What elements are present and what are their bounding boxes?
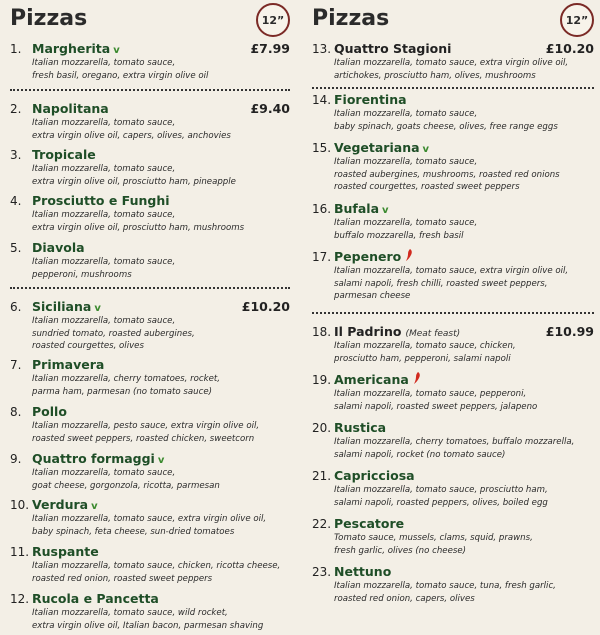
item-description: Italian mozzarella, cherry tomatoes, buffalo mozzarella, salami napoli, rocket (no tomato sauce) — [334, 437, 575, 460]
item-description: Tomato sauce, mussels, clams, squid, prawns, fresh garlic, olives (no cheese) — [334, 533, 533, 556]
item-description: Italian mozzarella, tomato sauce, buffalo mozzarella, fresh basil — [334, 218, 478, 241]
menu-item — [10, 240, 290, 281]
item-description: Italian mozzarella, tomato sauce, pepperoni, salami napoli, roasted sweet peppers, jalapeno — [334, 389, 538, 412]
chili-icon — [405, 249, 413, 261]
item-description: Italian mozzarella, tomato sauce, extra virgin olive oil, baby spinach, feta cheese, sun-dried tomatoes — [32, 514, 267, 537]
menu-item — [10, 193, 290, 234]
item-description: Italian mozzarella, tomato sauce, prosciutto ham, salami napoli, roasted peppers, olives, boiled egg — [334, 485, 548, 508]
item-name: Napolitana — [32, 101, 109, 116]
item-name: Rustica — [334, 420, 387, 435]
item-number: 18. — [312, 325, 332, 339]
item-name: Siciliana — [32, 299, 92, 314]
item-description: Italian mozzarella, tomato sauce, chicken, ricotta cheese, roasted red onion, roasted sweet peppers — [32, 561, 281, 584]
item-number: 10. — [10, 498, 30, 512]
menu-item — [10, 41, 290, 82]
size-badge: 12” — [560, 3, 594, 37]
item-name: Nettuno — [334, 564, 392, 579]
item-description: Italian mozzarella, tomato sauce, fresh basil, oregano, extra virgin olive oil — [32, 58, 209, 81]
item-description: Italian mozzarella, tomato sauce, baby spinach, goats cheese, olives, free range eggs — [334, 109, 558, 132]
vegetarian-icon: v — [157, 455, 165, 466]
section-divider — [312, 87, 594, 89]
menu-item — [10, 101, 290, 142]
item-price: £10.99 — [545, 324, 594, 339]
item-description: Italian mozzarella, pesto sauce, extra virgin olive oil, roasted sweet peppers, roasted chicken, sweetcorn — [32, 421, 260, 444]
item-description: Italian mozzarella, tomato sauce, extra virgin olive oil, prosciutto ham, pineapple — [32, 164, 236, 187]
item-name: Ruspante — [32, 544, 99, 559]
item-description: Italian mozzarella, tomato sauce, extra virgin olive oil, artichokes, prosciutto ham, olives, mushrooms — [334, 58, 569, 81]
item-name: Pepenero — [334, 249, 402, 264]
menu-item — [312, 249, 594, 303]
item-number: 1. — [10, 42, 22, 56]
menu-item — [10, 544, 290, 585]
item-name: Bufala — [334, 201, 380, 216]
menu-item — [312, 468, 594, 509]
item-description: Italian mozzarella, tomato sauce, extra virgin olive oil, salami napoli, fresh chilli, roasted sweet peppers, parmesan cheese — [334, 266, 569, 301]
vegetarian-icon: v — [382, 205, 389, 216]
item-name: Fiorentina — [334, 92, 407, 107]
item-name: Quattro formaggi — [32, 451, 155, 466]
item-name: Diavola — [32, 240, 85, 255]
item-number: 16. — [312, 202, 332, 216]
item-description: Italian mozzarella, tomato sauce, chicken, prosciutto ham, pepperoni, salami napoli — [334, 341, 516, 364]
item-price: £10.20 — [241, 299, 290, 314]
item-name: Pescatore — [334, 516, 405, 531]
item-number: 13. — [312, 42, 332, 56]
menu-item — [10, 299, 290, 353]
item-name: Vegetariana — [334, 140, 420, 155]
item-number: 9. — [10, 452, 22, 466]
item-number: 20. — [312, 421, 332, 435]
item-number: 11. — [10, 545, 30, 559]
item-description: Italian mozzarella, tomato sauce, pepperoni, mushrooms — [32, 257, 176, 280]
menu-item — [312, 324, 594, 365]
section-divider — [10, 89, 290, 91]
item-number: 4. — [10, 194, 22, 208]
menu-item — [312, 41, 594, 82]
section-divider — [312, 312, 594, 314]
item-number: 3. — [10, 148, 22, 162]
item-description: Italian mozzarella, tomato sauce, sundried tomato, roasted aubergines, roasted courgettes, olives — [32, 316, 195, 351]
item-note: (Meat feast) — [405, 329, 461, 339]
menu-item — [312, 140, 594, 194]
menu-item — [10, 497, 290, 538]
chili-icon — [413, 372, 421, 384]
item-number: 14. — [312, 93, 332, 107]
vegetarian-icon: v — [113, 45, 120, 56]
item-name: Capricciosa — [334, 468, 415, 483]
left-column — [10, 0, 290, 631]
item-name: Il Padrino — [334, 324, 402, 339]
menu-item — [312, 564, 594, 605]
item-number: 21. — [312, 469, 332, 483]
menu-item — [312, 516, 594, 557]
item-description: Italian mozzarella, tomato sauce, extra virgin olive oil, prosciutto ham, mushrooms — [32, 210, 245, 233]
menu-item — [10, 404, 290, 445]
size-badge: 12” — [256, 3, 290, 37]
menu-item — [10, 451, 290, 492]
item-number: 23. — [312, 565, 332, 579]
item-name: Rucola e Pancetta — [32, 591, 159, 606]
item-price: £9.40 — [250, 101, 290, 116]
item-number: 2. — [10, 102, 22, 116]
menu-item — [10, 147, 290, 188]
item-number: 22. — [312, 517, 332, 531]
item-number: 8. — [10, 405, 22, 419]
item-description: Italian mozzarella, tomato sauce, extra virgin olive oil, capers, olives, anchovies — [32, 118, 231, 141]
menu-item — [10, 357, 290, 398]
menu-item — [312, 372, 594, 413]
item-name: Tropicale — [32, 147, 96, 162]
menu-item — [312, 201, 594, 242]
item-price: £7.99 — [250, 41, 290, 56]
item-number: 15. — [312, 141, 332, 155]
menu-item — [312, 92, 594, 133]
section-title: Pizzas — [10, 6, 88, 31]
item-description: Italian mozzarella, tomato sauce, tuna, fresh garlic, roasted red onion, capers, olives — [334, 581, 556, 604]
item-description: Italian mozzarella, tomato sauce, roasted aubergines, mushrooms, roasted red onions roasted courgettes, roasted sweet peppers — [334, 157, 560, 192]
item-name: Margherita — [32, 41, 111, 56]
item-name: Verdura — [32, 497, 89, 512]
item-number: 19. — [312, 373, 332, 387]
item-description: Italian mozzarella, tomato sauce, wild rocket, extra virgin olive oil, Italian bacon, parmesan shaving — [32, 608, 264, 631]
item-number: 12. — [10, 592, 30, 606]
vegetarian-icon: v — [91, 501, 98, 512]
item-name: Primavera — [32, 357, 105, 372]
item-price: £10.20 — [545, 41, 594, 56]
menu-item — [10, 591, 290, 632]
item-description: Italian mozzarella, tomato sauce, goat cheese, gorgonzola, ricotta, parmesan — [32, 468, 220, 491]
right-header — [312, 0, 594, 38]
item-number: 7. — [10, 358, 22, 372]
vegetarian-icon: v — [94, 303, 101, 314]
item-name: Pollo — [32, 404, 67, 419]
item-number: 17. — [312, 250, 332, 264]
item-number: 6. — [10, 300, 22, 314]
item-name: Americana — [334, 372, 409, 387]
vegetarian-icon: v — [422, 144, 430, 155]
left-header — [10, 0, 290, 38]
menu-item — [312, 420, 594, 461]
item-name: Quattro Stagioni — [334, 41, 452, 56]
item-name: Prosciutto e Funghi — [32, 193, 170, 208]
section-divider — [10, 287, 290, 289]
section-title: Pizzas — [312, 6, 390, 31]
item-description: Italian mozzarella, cherry tomatoes, rocket, parma ham, parmesan (no tomato sauce) — [32, 374, 220, 397]
right-column — [312, 0, 594, 604]
item-number: 5. — [10, 241, 22, 255]
